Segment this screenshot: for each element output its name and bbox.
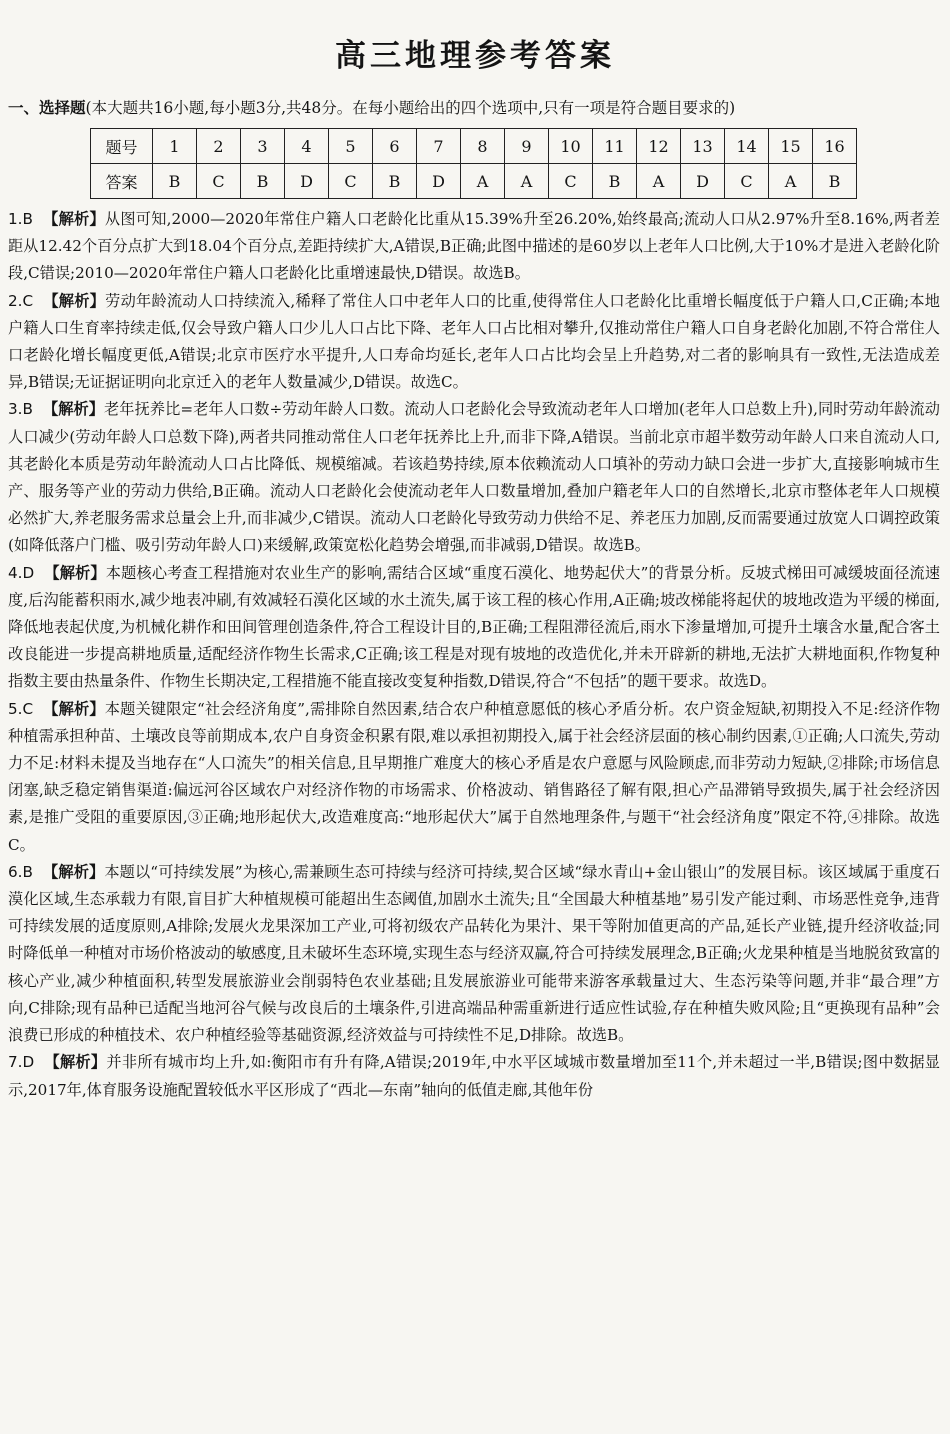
explanation-item — [8, 696, 940, 859]
answer-cell: B — [373, 164, 417, 199]
answer-cell: C — [197, 164, 241, 199]
answer-cell: A — [461, 164, 505, 199]
answer-cell: B — [153, 164, 197, 199]
page-title: 高三地理参考答案 — [335, 38, 615, 74]
question-number-cell: 5 — [329, 129, 373, 164]
answer-cell: A — [505, 164, 549, 199]
question-number-cell: 11 — [593, 129, 637, 164]
question-number-cell: 7 — [417, 129, 461, 164]
question-number-cell: 15 — [769, 129, 813, 164]
answer-cell: D — [417, 164, 461, 199]
explanation-item — [8, 288, 940, 397]
explanation-item — [8, 1049, 940, 1103]
analysis-tag: 【解析】 — [42, 400, 105, 419]
question-number-row — [91, 129, 857, 164]
question-answer-key: 5.C — [8, 699, 34, 718]
question-number-cell: 10 — [549, 129, 593, 164]
question-number-cell: 6 — [373, 129, 417, 164]
question-answer-key: 2.C — [8, 291, 34, 310]
answer-cell: C — [329, 164, 373, 199]
question-answer-key: 7.D — [8, 1053, 35, 1072]
answer-cell: B — [813, 164, 857, 199]
explanation-item — [8, 859, 940, 1049]
answer-cell: A — [637, 164, 681, 199]
analysis-tag: 【解析】 — [44, 1053, 107, 1072]
explanation-text: 并非所有城市均上升,如:衡阳市有升有降,A错误;2019年,中水平区域城市数量增加至11个,并未超过一半,B错误;图中数据显示,2017年,体育服务设施配置较低水平区形成了“西北—东南”轴向的低值走廊,其他年份 — [8, 1053, 940, 1099]
analysis-tag: 【解析】 — [44, 563, 106, 582]
explanation-text: 劳动年龄流动人口持续流入,稀释了常住人口中老年人口的比重,使得常住人口老龄化比重增长幅度低于户籍人口,C正确;本地户籍人口生育率持续走低,仅会导致户籍人口少儿人口占比下降、老年人口占比相对攀升,仅推动常住户籍人口自身老龄化加剧,不符合常住人口老龄化增长幅度更低,A错误;北京市医疗水平提升,人口寿命均延长,老年人口占比均会呈上升趋势,对二者的影响具有一致性,无法造成差异,B错误;无证据证明向北京迁入的老年人数量减少,D错误。故选C。 — [8, 291, 940, 392]
question-number-cell: 2 — [197, 129, 241, 164]
question-number-cell: 13 — [681, 129, 725, 164]
question-answer-key: 1.B — [8, 210, 33, 228]
answer-cell: B — [593, 164, 637, 199]
answer-cell: D — [681, 164, 725, 199]
answer-row — [91, 164, 857, 199]
explanation-text: 从图可知,2000—2020年常住户籍人口老龄化比重从15.39%升至26.20%,始终最高;流动人口从2.97%升至8.16%,两者差距从12.42个百分点扩大到18.04个百分点,差距持续扩大,A错误,B正确;此图中描述的是60岁以上老年人口比例,大于10%才是进入老龄化阶段,C错误;2010—2020年常住户籍人口老龄化比重增速最快,D错误。故选B。 — [8, 210, 940, 283]
explanation-list — [8, 206, 940, 1104]
analysis-tag: 【解析】 — [43, 699, 105, 718]
answer-cell: C — [549, 164, 593, 199]
explanation-text: 老年抚养比=老年人口数÷劳动年龄人口数。流动人口老龄化会导致流动老年人口增加(老年人口总数上升),同时劳动年龄流动人口减少(劳动年龄人口总数下降),两者共同推动常住人口老年抚养比上升,而非下降,A错误。当前北京市超半数劳动年龄人口来自流动人口,其老龄化本质是劳动年龄流动人口占比降低、规模缩减。若该趋势持续,原本依赖流动人口填补的劳动力缺口会进一步扩大,直接影响城市生产、服务等产业的劳动力供给,B正确。流动人口老龄化会使流动老年人口数量增加,叠加户籍老年人口的自然增长,北京市整体老年人口规模必然扩大,养老服务需求总量会上升,而非减少,C错误。流动人口老龄化导致劳动力供给不足、养老压力加剧,反而需要通过放宽人口调控政策(如降低落户门槛、吸引劳动年龄人口)来缓解,政策宽松化趋势会增强,而非减弱,D错误。故选B。 — [8, 400, 940, 555]
explanation-item — [8, 560, 940, 696]
question-number-cell: 4 — [285, 129, 329, 164]
explanation-text: 本题关键限定“社会经济角度”,需排除自然因素,结合农户种植意愿低的核心矛盾分析。农户资金短缺,初期投入不足:经济作物种植需承担种苗、土壤改良等前期成本,农户自身资金积累有限,难以承担初期投入,属于社会经济层面的核心制约因素,①正确;人口流失,劳动力不足:材料未提及当地存在“人口流失”的相关信息,且早期推广难度大的核心矛盾是农户意愿与风险顾虑,而非劳动力短缺,②排除;市场信息闭塞,缺乏稳定销售渠道:偏远河谷区域农户对经济作物的市场需求、价格波动、销售路径了解有限,担心产品滞销导致损失,属于社会经济因素,是推广受阻的重要原因,③正确;地形起伏大,改造难度高:“地形起伏大”属于自然地理条件,与题干“社会经济角度”限定不符,④排除。故选C。 — [8, 699, 941, 854]
answer-cell: A — [769, 164, 813, 199]
explanation-item — [8, 206, 940, 288]
section-note: (本大题共16小题,每小题3分,共48分。在每小题给出的四个选项中,只有一项是符合题目要求的) — [85, 99, 736, 117]
question-number-label: 题号 — [91, 129, 153, 164]
explanation-item — [8, 396, 940, 559]
question-answer-key: 3.B — [8, 400, 33, 419]
question-number-cell: 14 — [725, 129, 769, 164]
section-label: 一、选择题 — [8, 99, 86, 117]
question-number-cell: 9 — [505, 129, 549, 164]
answer-cell: B — [241, 164, 285, 199]
question-number-cell: 8 — [461, 129, 505, 164]
question-number-cell: 3 — [241, 129, 285, 164]
question-number-cell: 16 — [813, 129, 857, 164]
answer-table — [90, 128, 857, 199]
question-answer-key: 4.D — [8, 563, 35, 582]
analysis-tag: 【解析】 — [42, 862, 105, 881]
explanation-text: 本题以“可持续发展”为核心,需兼顾生态可持续与经济可持续,契合区域“绿水青山+金山银山”的发展目标。该区域属于重度石漠化区域,生态承载力有限,盲目扩大种植规模可能超出生态阈值,加剧水土流失;且“全国最大种植基地”易引发产能过剩、市场恶性竞争,违背可持续发展的适度原则,A排除;发展火龙果深加工产业,可将初级农产品转化为果汁、果干等附加值更高的产品,延长产业链,提升经济收益;同时降低单一种植对市场价格波动的敏感度,且未破坏生态环境,实现生态与经济双赢,符合可持续发展理念,B正确;火龙果种植是当地脱贫致富的核心产业,减少种植面积,转型发展旅游业会削弱特色农业基础;且发展旅游业可能带来游客承载量过大、生态污染等问题,并非“最合理”方向,C排除;现有品种已适配当地河谷气候与改良后的土壤条件,引进高端品种需重新进行适应性试验,存在种植失败风险;且“更换现有品种”会浪费已形成的种植技术、农户种植经验等基础资源,经济效益与可持续性不足,D排除。故选B。 — [8, 862, 940, 1045]
answer-cell: D — [285, 164, 329, 199]
answer-cell: C — [725, 164, 769, 199]
question-number-cell: 12 — [637, 129, 681, 164]
analysis-tag: 【解析】 — [42, 210, 105, 228]
analysis-tag: 【解析】 — [43, 291, 106, 310]
section-heading — [8, 98, 938, 118]
explanation-text: 本题核心考查工程措施对农业生产的影响,需结合区域“重度石漠化、地势起伏大”的背景分析。反坡式梯田可减缓坡面径流速度,后沟能蓄积雨水,减少地表冲刷,有效减轻石漠化区域的水土流失,属于该工程的核心作用,A正确;坡改梯能将起伏的坡地改造为平缓的梯面,降低地表起伏度,为机械化耕作和田间管理创造条件,符合工程设计目的,B正确;工程阻滞径流后,雨水下渗量增加,可提升土壤含水量,配合客土改良能进一步提高耕地质量,适配经济作物生长需求,C正确;该工程是对现有坡地的改造优化,并未开辟新的耕地,无法扩大耕地面积,作物复种指数主要由热量条件、作物生长期决定,工程措施不能直接改变复种指数,D错误,符合“不包括”的题干要求。故选D。 — [8, 563, 941, 691]
question-answer-key: 6.B — [8, 862, 33, 881]
answer-label: 答案 — [91, 164, 153, 199]
question-number-cell: 1 — [153, 129, 197, 164]
